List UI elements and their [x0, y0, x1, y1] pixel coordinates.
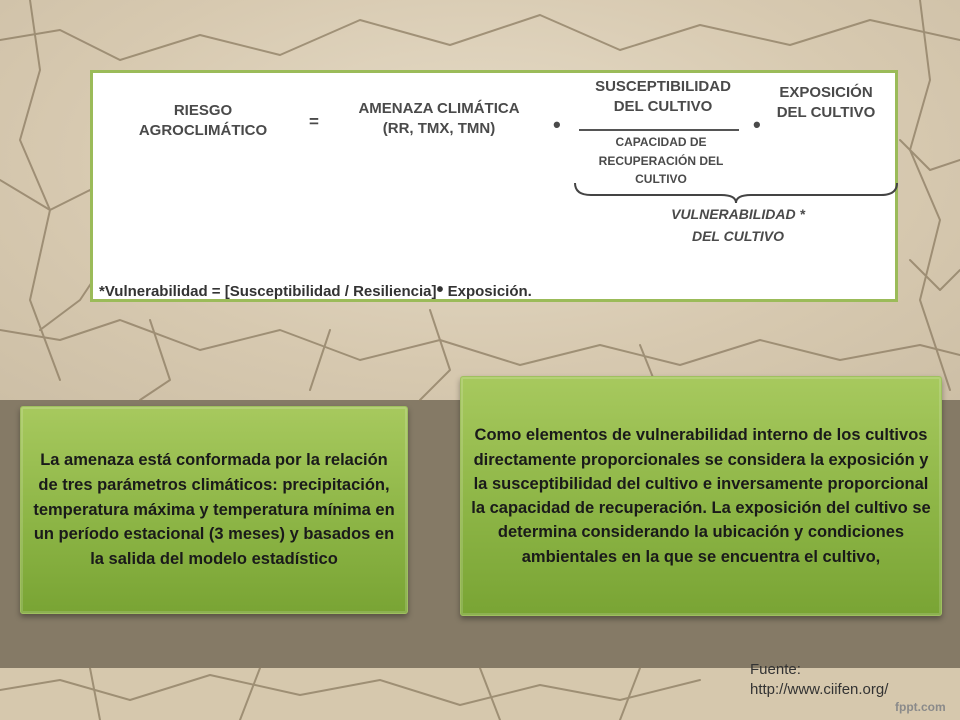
- source-citation: [750, 660, 940, 701]
- equals-sign: =: [309, 112, 319, 131]
- susceptibilidad-label: SUSCEPTIBILIDAD DEL CULTIVO: [595, 78, 731, 115]
- vulnerabilidad-description-text: Como elementos de vulnerabilidad interno de los cultivos directamente proporcionales se considera la exposición y la susceptibilidad del cultivo e inversamente proporcional la capacidad de recuperación. La exposición del cultivo se determina considerando la ubicación y condiciones ambientales en la que se encuentra el cultivo,: [471, 426, 931, 566]
- capacidad-label: CAPACIDAD DE RECUPERACIÓN DEL CULTIVO: [598, 135, 724, 187]
- multiply-dot-icon: •: [553, 112, 561, 137]
- source-label: Fuente:: [750, 661, 801, 678]
- vulnerability-footnote: *Vulnerabilidad = [Susceptibilidad / Resiliencia]• Exposición.: [99, 279, 532, 301]
- amenaza-description-text: La amenaza está conformada por la relación de tres parámetros climáticos: precipitación, temperatura máxima y temperatura mínima en un período estacional (3 meses) y basados en la salida del modelo estadístico: [33, 451, 395, 569]
- amenaza-label: AMENAZA CLIMÁTICA (RR, TMX, TMN): [358, 100, 520, 137]
- vulnerabilidad-description-box: [460, 376, 942, 616]
- multiply-dot-icon: •: [753, 112, 761, 137]
- vulnerabilidad-label: VULNERABILIDAD * DEL CULTIVO: [671, 206, 805, 245]
- exposicion-label: EXPOSICIÓN DEL CULTIVO: [776, 84, 876, 121]
- fraction-line: [579, 129, 739, 131]
- formula-panel: [90, 70, 898, 302]
- underbrace-icon: [571, 181, 901, 205]
- source-link[interactable]: http://www.ciifen.org/: [750, 681, 889, 699]
- riesgo-label: RIESGO AGROCLIMÁTICO: [138, 102, 268, 139]
- amenaza-description-box: [20, 406, 408, 614]
- fppt-logo: fppt.com: [895, 700, 946, 714]
